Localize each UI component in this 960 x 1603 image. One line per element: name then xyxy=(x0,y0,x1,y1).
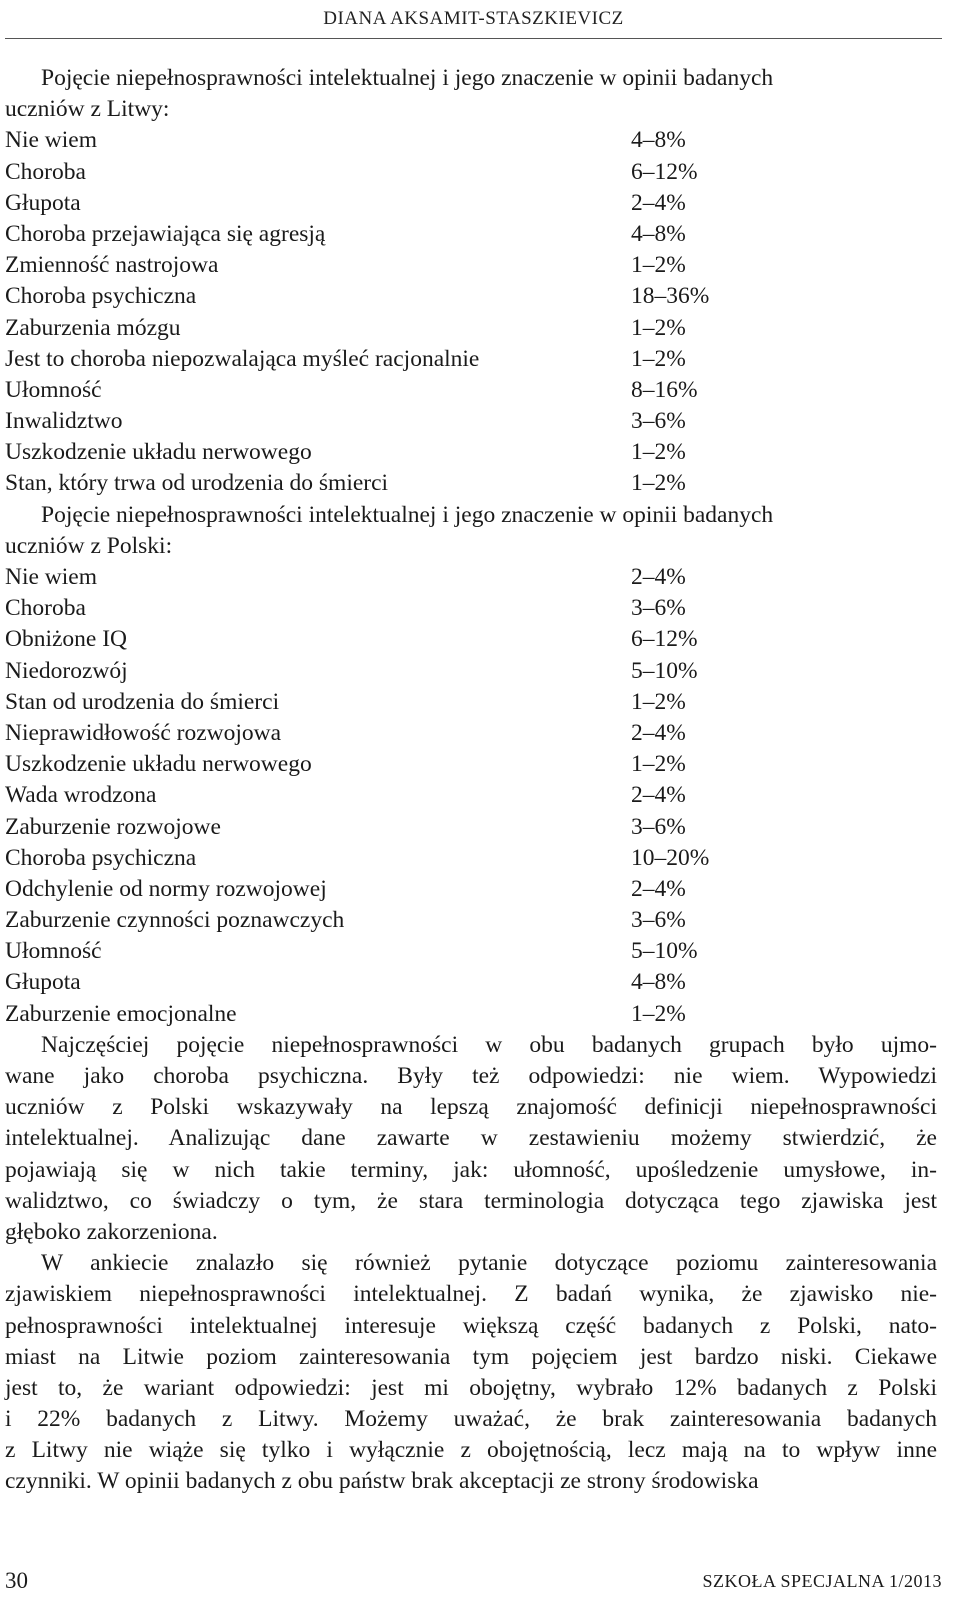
item-percentage: 2–4% xyxy=(631,782,686,809)
item-label: Uszkodzenie układu nerwowego xyxy=(5,439,312,466)
list-item xyxy=(5,125,937,156)
item-percentage: 2–4% xyxy=(631,875,686,902)
item-percentage: 18–36% xyxy=(631,283,710,310)
journal-name: SZKOŁA SPECJALNA 1/2013 xyxy=(702,1570,942,1591)
lithuania-heading-line-1: Pojęcie niepełnosprawności intelektualnej i jego znaczenie w opinii badanych xyxy=(41,65,774,91)
text-line: miast na Litwie poziom zainteresowania tym pojęciem jest bardzo niski. Ciekawe xyxy=(5,1343,937,1370)
text-line: pojawiają się w nich takie terminy, jak: ułomność, upośledzenie umysłowe, in- xyxy=(5,1156,937,1183)
text-line: wane jako choroba psychiczna. Były też odpowiedzi: nie wiem. Wypowiedzi xyxy=(5,1063,937,1089)
text-line: walidztwo, co świadczy o tym, że stara terminologia dotycząca tego zjawiska jest xyxy=(5,1187,937,1214)
item-label: Stan od urodzenia do śmierci xyxy=(5,688,280,715)
list-item xyxy=(5,874,937,905)
poland-list xyxy=(5,562,937,1030)
item-percentage: 1–2% xyxy=(631,439,686,466)
text-line: pełnosprawności intelektualnej interesuje większą część badanych z Polski, nato- xyxy=(5,1312,937,1339)
item-label: Choroba przejawiająca się agresją xyxy=(5,220,326,247)
item-percentage: 4–8% xyxy=(631,969,686,996)
list-item xyxy=(5,406,937,437)
item-percentage: 3–6% xyxy=(631,907,686,934)
author-header: DIANA AKSAMIT-STASZKIEVICZ xyxy=(323,8,624,29)
item-label: Zaburzenie czynności poznawczych xyxy=(5,907,345,934)
list-item xyxy=(5,157,937,188)
item-percentage: 1–2% xyxy=(631,314,686,341)
paragraph-2 xyxy=(5,1248,937,1498)
item-label: Ułomność xyxy=(5,376,102,403)
list-item xyxy=(5,313,937,344)
item-label: Obniżone IQ xyxy=(5,626,128,653)
list-item xyxy=(5,562,937,593)
text-line: i 22% badanych z Litwy. Możemy uważać, że brak zainteresowania badanych xyxy=(5,1406,937,1433)
item-percentage: 6–12% xyxy=(631,158,698,185)
item-percentage: 1–2% xyxy=(631,345,686,372)
item-percentage: 1–2% xyxy=(631,1000,686,1027)
item-percentage: 3–6% xyxy=(631,595,686,622)
item-percentage: 2–4% xyxy=(631,189,686,216)
item-label: Wada wrodzona xyxy=(5,782,157,809)
text-line: zjawiskiem niepełnosprawności intelektualnej. Z badań wynika, że zjawisko nie- xyxy=(5,1281,937,1308)
text-line: W ankiecie znalazło się również pytanie dotyczące poziomu zainteresowania xyxy=(41,1250,937,1277)
list-item xyxy=(5,843,937,874)
item-label: Zaburzenie emocjonalne xyxy=(5,1000,237,1027)
item-percentage: 5–10% xyxy=(631,938,698,965)
lithuania-heading-line-2: uczniów z Litwy: xyxy=(5,96,170,123)
item-percentage: 10–20% xyxy=(631,844,710,871)
item-percentage: 2–4% xyxy=(631,719,686,746)
item-label: Zaburzenie rozwojowe xyxy=(5,813,221,840)
item-percentage: 1–2% xyxy=(631,470,686,497)
list-item xyxy=(5,749,937,780)
list-item xyxy=(5,656,937,687)
list-item xyxy=(5,250,937,281)
list-item xyxy=(5,624,937,655)
item-label: Choroba psychiczna xyxy=(5,844,197,871)
list-item xyxy=(5,905,937,936)
item-label: Jest to choroba niepozwalająca myśleć racjonalnie xyxy=(5,345,480,372)
item-label: Stan, który trwa od urodzenia do śmierci xyxy=(5,470,389,497)
page-footer xyxy=(5,1566,942,1596)
item-label: Choroba psychiczna xyxy=(5,283,197,310)
list-item xyxy=(5,281,937,312)
list-item xyxy=(5,687,937,718)
item-percentage: 1–2% xyxy=(631,751,686,778)
poland-heading-line-1: Pojęcie niepełnosprawności intelektualnej i jego znaczenie w opinii badanych xyxy=(41,501,774,528)
item-label: Głupota xyxy=(5,969,81,996)
item-label: Głupota xyxy=(5,189,81,216)
lithuania-list xyxy=(5,125,937,499)
list-item xyxy=(5,999,937,1030)
item-percentage: 5–10% xyxy=(631,657,698,684)
item-percentage: 1–2% xyxy=(631,688,686,715)
poland-heading-line-2: uczniów z Polski: xyxy=(5,532,173,559)
item-label: Uszkodzenie układu nerwowego xyxy=(5,751,312,778)
list-item xyxy=(5,967,937,998)
item-percentage: 4–8% xyxy=(631,220,686,247)
list-item xyxy=(5,812,937,843)
list-item xyxy=(5,188,937,219)
item-label: Zmienność nastrojowa xyxy=(5,252,219,279)
list-item xyxy=(5,936,937,967)
text-line: intelektualnej. Analizując dane zawarte w zestawieniu możemy stwierdzić, że xyxy=(5,1125,937,1152)
list-item xyxy=(5,468,937,499)
list-item xyxy=(5,718,937,749)
item-label: Nie wiem xyxy=(5,127,98,154)
text-line: jest to, że wariant odpowiedzi: jest mi obojętny, wybrało 12% badanych z Polski xyxy=(5,1374,937,1401)
item-percentage: 2–4% xyxy=(631,564,686,590)
list-item xyxy=(5,375,937,406)
item-label: Zaburzenia mózgu xyxy=(5,314,181,341)
item-label: Odchylenie od normy rozwojowej xyxy=(5,875,327,902)
item-percentage: 1–2% xyxy=(631,252,686,279)
item-label: Ułomność xyxy=(5,938,102,965)
text-line: głęboko zakorzeniona. xyxy=(5,1218,218,1245)
item-label: Nie wiem xyxy=(5,564,98,590)
running-head xyxy=(5,0,942,39)
page-number: 30 xyxy=(5,1568,28,1593)
item-percentage: 8–16% xyxy=(631,376,698,403)
item-percentage: 3–6% xyxy=(631,408,686,435)
paragraph-1 xyxy=(5,1030,937,1248)
page-content xyxy=(5,63,937,1498)
text-line: czynniki. W opinii badanych z obu państw brak akceptacji ze strony środowiska xyxy=(5,1468,759,1495)
list-item xyxy=(5,780,937,811)
item-label: Choroba xyxy=(5,595,86,622)
item-label: Niedorozwój xyxy=(5,657,128,684)
item-percentage: 3–6% xyxy=(631,813,686,840)
list-item xyxy=(5,437,937,468)
list-item xyxy=(5,593,937,624)
item-percentage: 4–8% xyxy=(631,127,686,154)
text-line: z Litwy nie wiąże się tylko i wyłącznie z obojętnością, lecz mają na to wpływ inne xyxy=(5,1437,937,1464)
list-item xyxy=(5,219,937,250)
text-line: uczniów z Polski wskazywały na lepszą znajomość definicji niepełnosprawności xyxy=(5,1094,937,1121)
item-label: Inwalidztwo xyxy=(5,408,123,435)
item-label: Nieprawidłowość rozwojowa xyxy=(5,719,282,746)
item-label: Choroba xyxy=(5,158,86,185)
list-item xyxy=(5,344,937,375)
text-line: Najczęściej pojęcie niepełnosprawności w obu badanych grupach było ujmo- xyxy=(41,1031,937,1058)
item-percentage: 6–12% xyxy=(631,626,698,653)
